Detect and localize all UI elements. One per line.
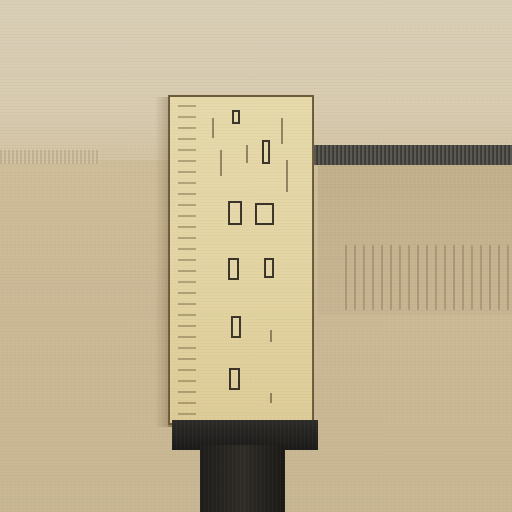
block-mark	[228, 258, 239, 280]
block-scratch	[270, 393, 272, 403]
block-mark	[232, 110, 240, 124]
block-mark	[262, 140, 270, 164]
block-mark	[228, 201, 242, 225]
block-mark	[229, 368, 240, 390]
block-scratch	[220, 150, 222, 176]
block-scratch	[246, 145, 248, 163]
block-scratch	[286, 160, 288, 192]
block-mark	[264, 258, 274, 278]
right-dark-bar	[312, 145, 512, 165]
block-tick-marks	[178, 105, 196, 415]
block-mark	[231, 316, 241, 338]
block-scratch	[281, 118, 283, 144]
block-mark	[255, 203, 274, 225]
block-scratch	[270, 330, 272, 342]
dark-stem	[200, 445, 285, 512]
left-striped-edge	[0, 150, 100, 164]
right-faded-marks	[345, 245, 510, 310]
block-scratch	[212, 118, 214, 138]
